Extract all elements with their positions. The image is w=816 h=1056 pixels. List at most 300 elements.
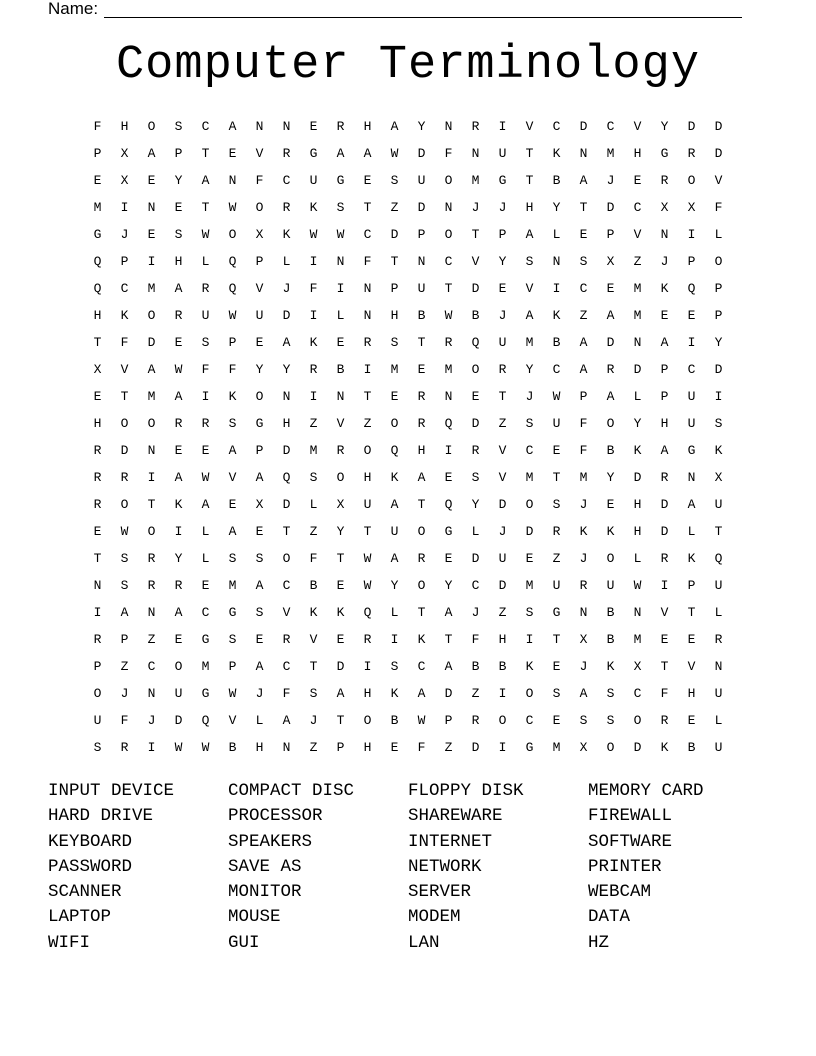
grid-letter: R (579, 578, 588, 593)
grid-letter: G (336, 173, 345, 188)
grid-letter: I (498, 740, 507, 755)
grid-letter: N (444, 389, 453, 404)
grid-letter: U (309, 173, 318, 188)
grid-letter: E (525, 551, 534, 566)
grid-letter: A (606, 389, 615, 404)
grid-letter: A (255, 578, 264, 593)
grid-letter: X (579, 632, 588, 647)
grid-letter: I (147, 740, 156, 755)
grid-letter: R (417, 551, 426, 566)
grid-letter: C (120, 281, 129, 296)
grid-letter: P (228, 335, 237, 350)
word-list-item: SAVE AS (228, 856, 302, 877)
grid-letter: Y (174, 551, 183, 566)
grid-letter: E (336, 335, 345, 350)
grid-letter: T (660, 659, 669, 674)
grid-letter: M (579, 470, 588, 485)
grid-letter: T (579, 200, 588, 215)
grid-letter: D (633, 362, 642, 377)
grid-letter: L (633, 551, 642, 566)
grid-letter: L (714, 227, 723, 242)
grid-letter: Q (444, 416, 453, 431)
grid-letter: U (498, 551, 507, 566)
grid-letter: T (417, 497, 426, 512)
grid-letter: Q (93, 254, 102, 269)
grid-letter: R (471, 443, 480, 458)
grid-letter: Y (444, 578, 453, 593)
grid-letter: P (606, 227, 615, 242)
grid-letter: O (606, 740, 615, 755)
grid-letter: T (471, 227, 480, 242)
grid-letter: L (336, 308, 345, 323)
word-list-item: PASSWORD (48, 856, 133, 877)
grid-letter: W (201, 740, 210, 755)
grid-letter: S (309, 686, 318, 701)
grid-letter: R (174, 308, 183, 323)
grid-letter: H (633, 146, 642, 161)
grid-letter: E (498, 281, 507, 296)
grid-letter: E (309, 119, 318, 134)
grid-letter: N (147, 200, 156, 215)
grid-letter: E (444, 551, 453, 566)
grid-letter: S (525, 605, 534, 620)
grid-letter: I (498, 686, 507, 701)
grid-letter: L (201, 254, 210, 269)
grid-letter: D (390, 227, 399, 242)
grid-letter: C (444, 254, 453, 269)
grid-letter: S (228, 416, 237, 431)
grid-letter: R (498, 362, 507, 377)
grid-letter: U (93, 713, 102, 728)
grid-letter: M (525, 578, 534, 593)
grid-letter: A (147, 362, 156, 377)
grid-letter: W (201, 227, 210, 242)
grid-letter: D (282, 308, 291, 323)
grid-letter: F (120, 713, 129, 728)
grid-letter: Z (120, 659, 129, 674)
grid-letter: R (93, 443, 102, 458)
grid-letter: R (93, 632, 102, 647)
word-list-item: SHAREWARE (408, 806, 503, 827)
grid-letter: F (282, 686, 291, 701)
grid-letter: L (552, 227, 561, 242)
grid-letter: G (309, 146, 318, 161)
grid-letter: N (552, 254, 561, 269)
grid-letter: Z (444, 740, 453, 755)
grid-letter: R (201, 416, 210, 431)
grid-letter: T (363, 200, 372, 215)
grid-letter: B (336, 362, 345, 377)
grid-letter: C (525, 713, 534, 728)
grid-letter: V (228, 713, 237, 728)
grid-letter: P (336, 740, 345, 755)
grid-letter: L (201, 524, 210, 539)
grid-letter: P (714, 281, 723, 296)
grid-letter: Y (552, 200, 561, 215)
grid-letter: O (363, 713, 372, 728)
grid-letter: E (363, 173, 372, 188)
grid-letter: E (147, 227, 156, 242)
word-list-item: GUI (228, 932, 260, 953)
grid-letter: A (228, 443, 237, 458)
grid-letter: N (282, 119, 291, 134)
grid-letter: P (255, 443, 264, 458)
grid-letter: L (687, 524, 696, 539)
grid-letter: L (390, 605, 399, 620)
grid-letter: G (687, 443, 696, 458)
grid-letter: L (714, 605, 723, 620)
grid-letter: G (201, 686, 210, 701)
grid-letter: O (498, 713, 507, 728)
grid-letter: I (660, 578, 669, 593)
grid-letter: Q (93, 281, 102, 296)
grid-letter: V (498, 443, 507, 458)
grid-letter: K (390, 686, 399, 701)
grid-letter: N (579, 605, 588, 620)
grid-letter: D (147, 335, 156, 350)
word-list-item: MEMORY CARD (588, 781, 704, 801)
grid-letter: U (390, 524, 399, 539)
grid-letter: M (525, 335, 534, 350)
grid-letter: A (444, 659, 453, 674)
word-list-item: MONITOR (228, 882, 302, 903)
grid-letter: U (174, 686, 183, 701)
grid-letter: J (660, 254, 669, 269)
grid-letter: M (633, 632, 642, 647)
grid-letter: P (444, 713, 453, 728)
word-list-item: KEYBOARD (48, 831, 133, 852)
grid-letter: N (714, 659, 723, 674)
grid-letter: N (282, 740, 291, 755)
grid-letter: Z (147, 632, 156, 647)
grid-letter: R (147, 578, 156, 593)
grid-letter: L (633, 389, 642, 404)
grid-letter: N (147, 443, 156, 458)
grid-letter: P (120, 632, 129, 647)
grid-letter: A (228, 119, 237, 134)
grid-letter: N (660, 227, 669, 242)
grid-letter: I (687, 335, 696, 350)
grid-letter: M (633, 308, 642, 323)
grid-letter: H (633, 524, 642, 539)
grid-letter: A (120, 605, 129, 620)
grid-letter: Z (498, 416, 507, 431)
grid-letter: Y (633, 416, 642, 431)
grid-letter: A (579, 362, 588, 377)
grid-letter: D (633, 740, 642, 755)
grid-letter: J (498, 524, 507, 539)
grid-letter: I (390, 632, 399, 647)
grid-letter: E (417, 362, 426, 377)
grid-letter: C (552, 362, 561, 377)
grid-letter: N (417, 254, 426, 269)
grid-letter: R (282, 632, 291, 647)
grid-letter: K (633, 443, 642, 458)
grid-letter: R (552, 524, 561, 539)
grid-letter: J (525, 389, 534, 404)
grid-letter: U (714, 497, 723, 512)
grid-letter: X (579, 740, 588, 755)
grid-letter: D (471, 551, 480, 566)
grid-letter: O (687, 173, 696, 188)
grid-letter: E (633, 173, 642, 188)
page-title: Computer Terminology (115, 39, 701, 92)
grid-letter: A (147, 146, 156, 161)
grid-letter: E (660, 308, 669, 323)
word-list-item: WIFI (48, 932, 91, 953)
grid-letter: A (174, 605, 183, 620)
grid-letter: V (471, 254, 480, 269)
grid-letter: A (282, 335, 291, 350)
grid-letter: S (255, 551, 264, 566)
grid-letter: T (363, 389, 372, 404)
grid-letter: N (579, 146, 588, 161)
grid-letter: X (606, 254, 615, 269)
grid-letter: X (93, 362, 102, 377)
grid-letter: K (309, 605, 318, 620)
grid-letter: S (228, 551, 237, 566)
grid-letter: A (660, 443, 669, 458)
grid-letter: I (93, 605, 102, 620)
grid-letter: D (633, 470, 642, 485)
grid-letter: H (660, 416, 669, 431)
grid-letter: G (552, 605, 561, 620)
grid-letter: I (309, 308, 318, 323)
grid-letter: G (255, 416, 264, 431)
grid-letter: B (552, 335, 561, 350)
grid-letter: K (606, 524, 615, 539)
grid-letter: E (552, 659, 561, 674)
letter-grid (84, 113, 732, 761)
grid-letter: X (255, 227, 264, 242)
grid-letter: P (390, 281, 399, 296)
grid-letter: G (525, 740, 534, 755)
grid-letter: O (336, 470, 345, 485)
grid-letter: C (606, 119, 615, 134)
word-list-item: WEBCAM (588, 882, 652, 903)
grid-letter: R (687, 146, 696, 161)
grid-letter: N (255, 119, 264, 134)
grid-letter: Q (201, 713, 210, 728)
grid-letter: T (336, 713, 345, 728)
grid-letter: L (309, 497, 318, 512)
grid-letter: K (174, 497, 183, 512)
grid-letter: A (390, 497, 399, 512)
grid-letter: O (444, 227, 453, 242)
grid-letter: K (417, 632, 426, 647)
grid-letter: A (417, 686, 426, 701)
grid-letter: W (309, 227, 318, 242)
grid-letter: B (606, 605, 615, 620)
grid-letter: Z (363, 416, 372, 431)
grid-letter: E (147, 173, 156, 188)
grid-letter: A (255, 659, 264, 674)
grid-letter: I (309, 254, 318, 269)
grid-letter: D (417, 200, 426, 215)
grid-letter: L (255, 713, 264, 728)
grid-letter: V (309, 632, 318, 647)
grid-letter: T (147, 497, 156, 512)
grid-letter: C (282, 659, 291, 674)
grid-letter: W (174, 362, 183, 377)
grid-letter: V (282, 605, 291, 620)
word-list-item: DATA (588, 907, 631, 928)
grid-letter: G (228, 605, 237, 620)
grid-letter: T (201, 146, 210, 161)
grid-letter: S (174, 227, 183, 242)
grid-letter: B (309, 578, 318, 593)
grid-letter: E (390, 389, 399, 404)
grid-letter: V (525, 119, 534, 134)
grid-letter: Y (525, 362, 534, 377)
grid-letter: A (363, 146, 372, 161)
grid-letter: L (201, 551, 210, 566)
grid-letter: D (282, 497, 291, 512)
grid-letter: T (444, 281, 453, 296)
grid-letter: M (633, 281, 642, 296)
grid-letter: I (147, 470, 156, 485)
grid-letter: G (498, 173, 507, 188)
grid-letter: I (363, 659, 372, 674)
grid-letter: P (93, 146, 102, 161)
grid-letter: V (255, 281, 264, 296)
grid-letter: T (525, 173, 534, 188)
grid-letter: O (525, 686, 534, 701)
grid-letter: Y (471, 497, 480, 512)
grid-letter: D (471, 416, 480, 431)
grid-letter: K (552, 308, 561, 323)
grid-letter: O (444, 173, 453, 188)
grid-letter: M (390, 362, 399, 377)
grid-letter: J (120, 686, 129, 701)
grid-letter: C (282, 578, 291, 593)
grid-letter: E (174, 335, 183, 350)
grid-letter: R (282, 146, 291, 161)
grid-letter: F (660, 686, 669, 701)
grid-letter: X (633, 659, 642, 674)
grid-letter: M (444, 362, 453, 377)
grid-letter: S (552, 686, 561, 701)
grid-letter: A (525, 308, 534, 323)
grid-letter: S (525, 416, 534, 431)
grid-letter: S (228, 632, 237, 647)
grid-letter: O (147, 119, 156, 134)
grid-letter: Z (309, 524, 318, 539)
grid-letter: V (633, 119, 642, 134)
grid-letter: O (471, 362, 480, 377)
grid-letter: A (228, 524, 237, 539)
grid-letter: N (147, 605, 156, 620)
grid-letter: S (579, 254, 588, 269)
grid-letter: Q (471, 335, 480, 350)
grid-letter: C (579, 281, 588, 296)
grid-letter: H (93, 416, 102, 431)
grid-letter: M (606, 146, 615, 161)
grid-letter: D (471, 281, 480, 296)
grid-letter: B (552, 173, 561, 188)
grid-letter: Y (417, 119, 426, 134)
grid-letter: E (201, 578, 210, 593)
grid-letter: D (687, 119, 696, 134)
grid-letter: P (579, 389, 588, 404)
grid-letter: K (687, 551, 696, 566)
grid-letter: V (633, 227, 642, 242)
grid-letter: A (336, 686, 345, 701)
grid-letter: H (363, 686, 372, 701)
grid-letter: P (660, 362, 669, 377)
grid-letter: V (120, 362, 129, 377)
word-list-item: PROCESSOR (228, 806, 323, 827)
grid-letter: X (336, 497, 345, 512)
grid-letter: S (93, 740, 102, 755)
grid-letter: R (471, 119, 480, 134)
grid-letter: E (174, 443, 183, 458)
grid-letter: F (363, 254, 372, 269)
grid-letter: S (336, 200, 345, 215)
word-list-item: NETWORK (408, 856, 482, 877)
grid-letter: U (498, 335, 507, 350)
grid-letter: U (417, 173, 426, 188)
grid-letter: R (147, 551, 156, 566)
grid-letter: D (174, 713, 183, 728)
grid-letter: U (552, 578, 561, 593)
grid-letter: D (282, 443, 291, 458)
grid-letter: R (336, 443, 345, 458)
grid-letter: Q (444, 497, 453, 512)
grid-letter: R (660, 713, 669, 728)
grid-letter: E (579, 227, 588, 242)
grid-letter: I (498, 119, 507, 134)
grid-letter: U (417, 281, 426, 296)
grid-letter: S (255, 605, 264, 620)
grid-letter: H (363, 470, 372, 485)
grid-letter: C (633, 686, 642, 701)
grid-letter: Z (498, 605, 507, 620)
grid-letter: P (498, 227, 507, 242)
grid-letter: A (390, 119, 399, 134)
grid-letter: Z (633, 254, 642, 269)
grid-letter: N (228, 173, 237, 188)
grid-letter: N (633, 605, 642, 620)
grid-letter: N (147, 686, 156, 701)
grid-letter: S (579, 713, 588, 728)
grid-letter: F (228, 362, 237, 377)
grid-letter: K (660, 740, 669, 755)
grid-letter: W (390, 146, 399, 161)
grid-letter: R (336, 119, 345, 134)
grid-letter: G (444, 524, 453, 539)
grid-letter: I (201, 389, 210, 404)
grid-letter: D (714, 362, 723, 377)
grid-letter: Y (282, 362, 291, 377)
grid-letter: E (93, 173, 102, 188)
grid-letter: C (201, 605, 210, 620)
grid-letter: Y (498, 254, 507, 269)
grid-letter: T (444, 632, 453, 647)
grid-letter: Y (255, 362, 264, 377)
grid-letter: T (282, 524, 291, 539)
grid-letter: F (309, 281, 318, 296)
grid-letter: F (309, 551, 318, 566)
grid-letter: F (579, 416, 588, 431)
grid-letter: K (120, 308, 129, 323)
word-list-item: PRINTER (588, 856, 662, 877)
grid-letter: O (633, 713, 642, 728)
grid-letter: I (444, 443, 453, 458)
grid-letter: C (687, 362, 696, 377)
grid-letter: P (174, 146, 183, 161)
grid-letter: A (687, 497, 696, 512)
